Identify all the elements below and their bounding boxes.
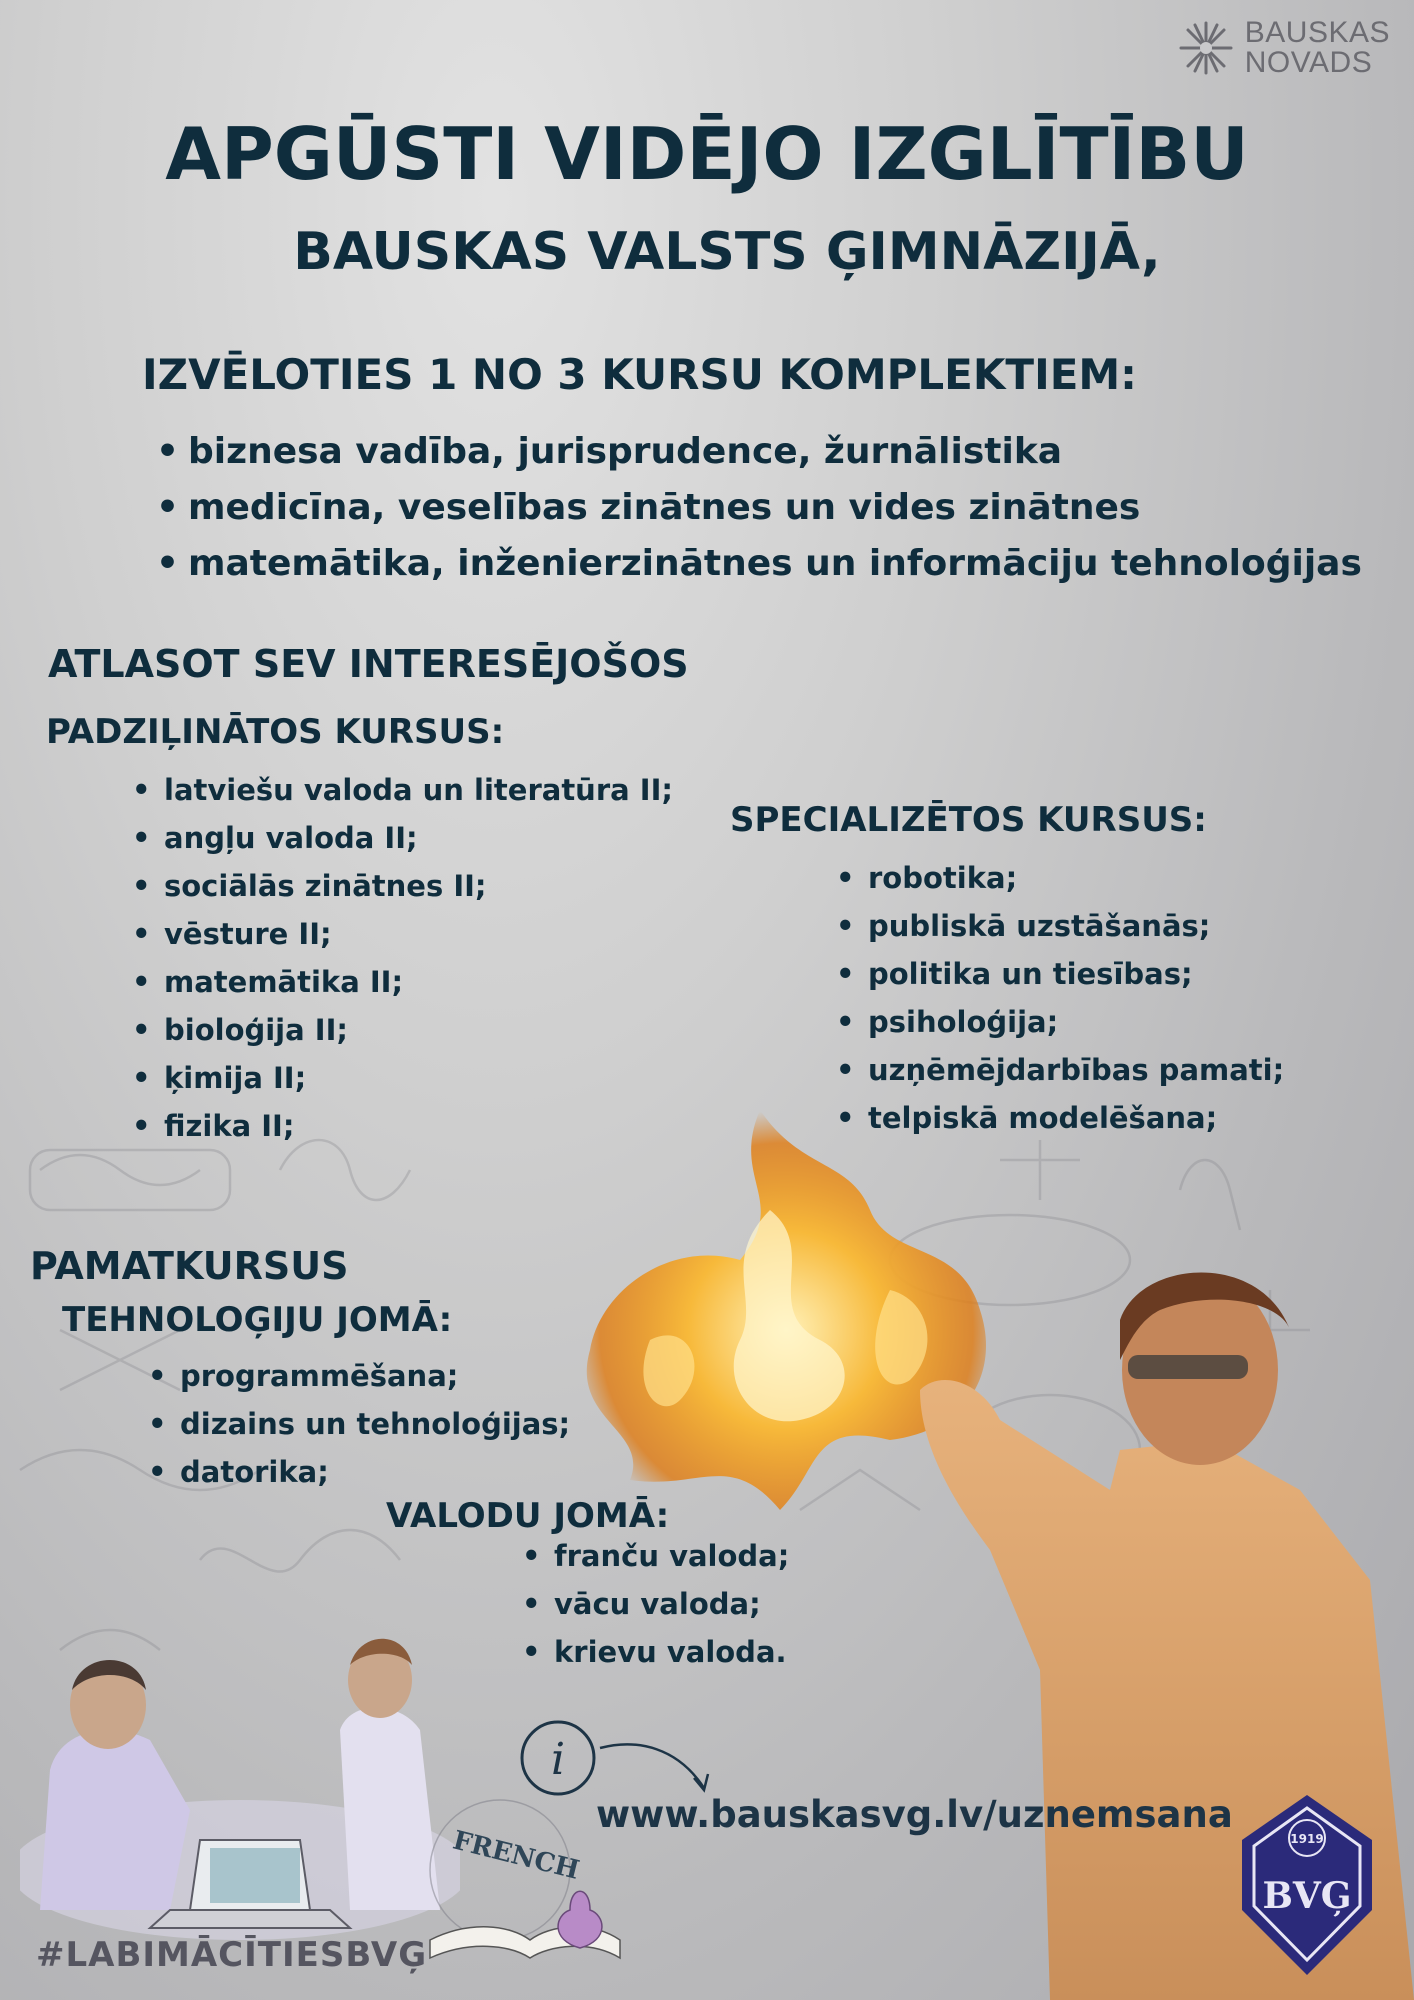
list-item: • angļu valoda II;	[132, 814, 673, 862]
list-item: • robotika;	[836, 854, 1284, 902]
logo-line-1: BAUSKAS	[1244, 16, 1390, 49]
list-item: • politika un tiesības;	[836, 950, 1284, 998]
list-item: • publiskā uzstāšanās;	[836, 902, 1284, 950]
basic-heading: PAMATKURSUS	[30, 1244, 349, 1288]
list-item: • psiholoģija;	[836, 998, 1284, 1046]
list-item: • matemātika, inženierzinātnes un informāciju tehnoloģijas	[156, 536, 1362, 592]
list-item: • latviešu valoda un literatūra II;	[132, 766, 673, 814]
list-item: • medicīna, veselības zinātnes un vides zinātnes	[156, 480, 1362, 536]
main-title: APGŪSTI VIDĒJO IZGLĪTĪBU	[165, 112, 1249, 196]
list-item: • ķimija II;	[132, 1054, 673, 1102]
main-subtitle: BAUSKAS VALSTS ĢIMNĀZIJĀ,	[293, 222, 1161, 282]
advanced-heading: PADZIĻINĀTOS KURSUS:	[46, 712, 505, 752]
bvg-crest-logo	[1232, 1790, 1382, 1980]
list-item: • dizains un tehnoloģijas;	[148, 1400, 570, 1448]
list-item: • sociālās zinātnes II;	[132, 862, 673, 910]
list-item: • biznesa vadība, jurisprudence, žurnālistika	[156, 424, 1362, 480]
french-label: FRENCH	[449, 1825, 583, 1886]
bundles-heading: IZVĒLOTIES 1 NO 3 KURSU KOMPLEKTIEM:	[142, 350, 1137, 399]
badge-letters: BVĢ	[1262, 1875, 1352, 1917]
badge-year: 1919	[1290, 1832, 1324, 1846]
tech-list	[148, 1352, 570, 1496]
lang-heading: VALODU JOMĀ:	[386, 1496, 670, 1536]
svg-text:i: i	[550, 1734, 566, 1785]
bauskas-novads-logo	[1177, 18, 1390, 78]
list-item: • vēsture II;	[132, 910, 673, 958]
list-item: • bioloģija II;	[132, 1006, 673, 1054]
list-item: • datorika;	[148, 1448, 570, 1496]
sunburst-icon	[1177, 19, 1235, 77]
list-item: • programmēšana;	[148, 1352, 570, 1400]
list-item: • krievu valoda.	[522, 1628, 789, 1676]
select-heading: ATLASOT SEV INTERESĒJOŠOS	[48, 642, 689, 686]
lang-list	[522, 1532, 789, 1676]
logo-line-2: NOVADS	[1244, 46, 1373, 79]
hashtag: #LABIMĀCĪTIESBVĢ	[36, 1935, 428, 1975]
website-link[interactable]: www.bauskasvg.lv/uznemsana	[596, 1793, 1233, 1836]
list-item: • franču valoda;	[522, 1532, 789, 1580]
list-item: • telpiskā modelēšana;	[836, 1094, 1284, 1142]
bundles-list	[156, 424, 1362, 592]
specialized-heading: SPECIALIZĒTOS KURSUS:	[730, 800, 1207, 840]
students-photo-left	[20, 1610, 460, 1940]
list-item: • fizika II;	[132, 1102, 673, 1150]
list-item: • uzņēmējdarbības pamati;	[836, 1046, 1284, 1094]
list-item: • matemātika II;	[132, 958, 673, 1006]
list-item: • vācu valoda;	[522, 1580, 789, 1628]
tech-heading: TEHNOLOĢIJU JOMĀ:	[62, 1300, 453, 1340]
